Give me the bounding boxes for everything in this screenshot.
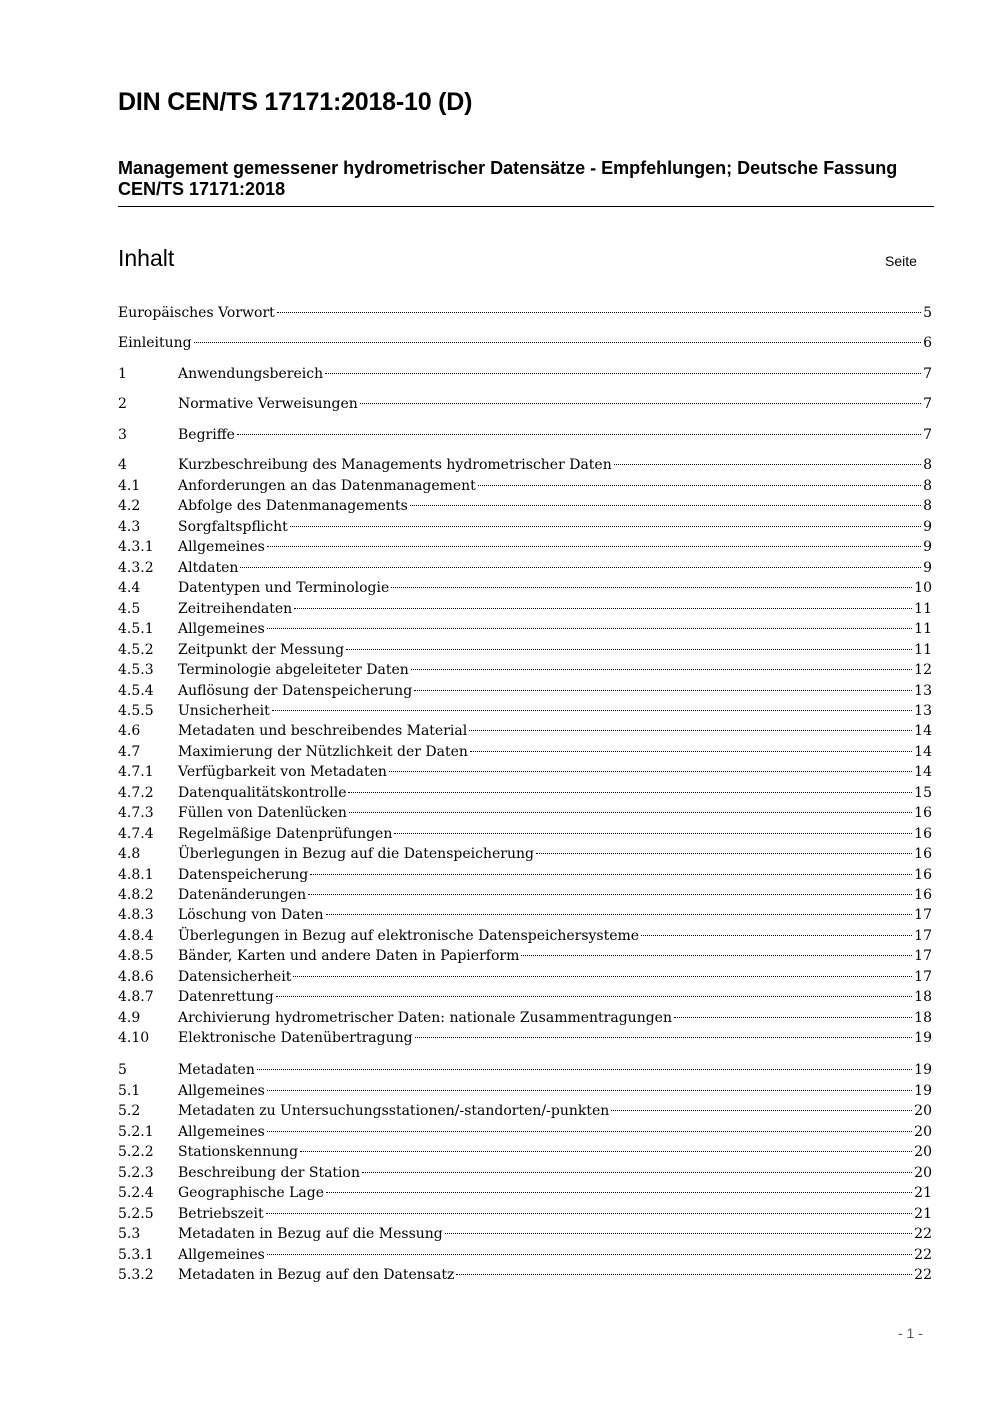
toc-entry-number: 4.7.4 <box>118 825 154 842</box>
toc-entry[interactable] <box>118 1245 932 1265</box>
toc-entry-number: 5.2 <box>118 1103 141 1119</box>
toc-dot-leader <box>267 546 921 547</box>
toc-entry-page: 16 <box>914 887 932 903</box>
toc-entry-title: Überlegungen in Bezug auf die Datenspeicherung <box>178 846 534 863</box>
toc-entry-page: 18 <box>914 1009 932 1026</box>
toc-dot-leader <box>611 1110 912 1111</box>
toc-entry[interactable] <box>118 364 932 384</box>
toc-entry[interactable] <box>118 1122 932 1142</box>
toc-dot-leader <box>469 730 912 731</box>
toc-entry-number: 4.5.2 <box>118 641 154 658</box>
toc-entry-title: Datentypen und Terminologie <box>178 580 390 597</box>
title-divider <box>118 206 934 207</box>
toc-entry-number: 4.4 <box>118 580 141 597</box>
toc-entry-title: Terminologie abgeleiteter Daten <box>178 662 409 679</box>
toc-entry-number: 4.10 <box>118 1030 150 1047</box>
toc-entry-number: 4.3.1 <box>118 539 154 556</box>
toc-entry[interactable] <box>118 1060 932 1080</box>
toc-entry-title: Allgemeines <box>178 1123 265 1140</box>
toc-dot-leader <box>674 1017 912 1018</box>
toc-entry-page: 19 <box>914 1062 932 1078</box>
toc-dot-leader <box>310 874 912 875</box>
toc-dot-leader <box>266 1213 913 1214</box>
toc-dot-leader <box>240 567 921 568</box>
toc-entry-page: 17 <box>914 907 932 924</box>
toc-entry-number: 4.5.3 <box>118 662 154 679</box>
toc-entry-page: 19 <box>914 1082 932 1099</box>
toc-entry-number: 4.8.1 <box>118 866 154 883</box>
toc-entry-number: 1 <box>118 366 127 382</box>
toc-entry-number: 4.9 <box>118 1009 141 1026</box>
document-id: DIN CEN/TS 17171:2018-10 (D) <box>118 88 473 116</box>
toc-entry-page: 11 <box>914 621 932 638</box>
toc-entry-number: 4.1 <box>118 478 141 494</box>
toc-entry-title: Abfolge des Datenmanagements <box>178 498 408 515</box>
toc-dot-leader <box>308 894 912 895</box>
toc-entry-page: 17 <box>914 927 932 944</box>
toc-entry-title: Datenqualitätskontrolle <box>178 784 347 801</box>
page-number: - 1 - <box>898 1325 923 1341</box>
toc-entry[interactable] <box>118 1101 932 1121</box>
toc-entry[interactable] <box>118 824 932 844</box>
toc-dot-leader <box>394 833 912 834</box>
toc-entry-title: Sorgfaltspflicht <box>178 518 288 535</box>
toc-entry-page: 20 <box>914 1103 932 1119</box>
toc-entry[interactable] <box>118 496 932 516</box>
toc-entry-page: 20 <box>914 1164 932 1181</box>
toc-dot-leader <box>362 1172 912 1173</box>
toc-heading: Inhalt <box>118 245 175 271</box>
toc-entry-number: 4.7.1 <box>118 764 154 781</box>
toc-entry-page: 9 <box>923 559 932 576</box>
toc-entry-page: 17 <box>914 948 932 965</box>
toc-entry-page: 16 <box>914 825 932 842</box>
toc-entry-page: 19 <box>914 1030 932 1047</box>
toc-entry-title: Metadaten <box>178 1062 255 1078</box>
toc-dot-leader <box>456 1274 912 1275</box>
toc-entry-number: 4.8.4 <box>118 927 154 944</box>
toc-entry[interactable] <box>118 537 932 557</box>
toc-dot-leader <box>536 853 912 854</box>
toc-entry-title: Betriebszeit <box>178 1205 264 1222</box>
toc-entry[interactable] <box>118 844 932 864</box>
toc-entry-title: Altdaten <box>178 559 239 576</box>
toc-entry-title: Unsicherheit <box>178 702 270 719</box>
toc-entry-number: 4.6 <box>118 723 141 740</box>
toc-entry-number: 5.2.3 <box>118 1164 154 1181</box>
toc-entry-number: 5.2.1 <box>118 1123 154 1140</box>
toc-entry-number: 4.7.2 <box>118 784 154 801</box>
toc-entry-title: Füllen von Datenlücken <box>178 805 347 822</box>
toc-dot-leader <box>293 976 912 977</box>
toc-entry-number: 4.5.4 <box>118 682 154 699</box>
toc-entry[interactable] <box>118 578 932 598</box>
toc-entry[interactable] <box>118 640 932 660</box>
toc-entry-title: Allgemeines <box>178 1082 265 1099</box>
toc-entry[interactable] <box>118 1142 932 1162</box>
toc-entry-title: Anforderungen an das Datenmanagement <box>178 478 476 494</box>
toc-entry[interactable] <box>118 803 932 823</box>
toc-entry-page: 14 <box>914 743 932 760</box>
toc-entry-number: 2 <box>118 396 127 412</box>
toc-entry-number: 5.2.5 <box>118 1205 154 1222</box>
toc-entry[interactable] <box>118 742 932 762</box>
toc-dot-leader <box>391 587 912 588</box>
document-title: Management gemessener hydrometrischer Datensätze - Empfehlungen; Deutsche Fassung CEN/TS 17171:2018 <box>118 158 898 199</box>
toc-dot-leader <box>410 505 921 506</box>
toc-entry[interactable] <box>118 762 932 782</box>
toc-entry[interactable] <box>118 455 932 475</box>
toc-entry-title: Allgemeines <box>178 621 265 638</box>
toc-entry[interactable] <box>118 946 932 966</box>
toc-entry[interactable] <box>118 783 932 803</box>
toc-entry-title: Metadaten und beschreibendes Material <box>178 723 468 740</box>
toc-entry-title: Allgemeines <box>178 539 265 556</box>
toc-entry[interactable] <box>118 701 932 721</box>
toc-dot-leader <box>267 1090 912 1091</box>
toc-entry[interactable] <box>118 1081 932 1101</box>
toc-entry-page: 9 <box>923 518 932 535</box>
toc-entry-title: Zeitreihendaten <box>178 600 293 617</box>
toc-entry-title: Bänder, Karten und andere Daten in Papierform <box>178 948 520 965</box>
toc-entry[interactable] <box>118 967 932 987</box>
toc-entry-title: Metadaten zu Untersuchungsstationen/-standorten/-punkten <box>178 1103 610 1119</box>
toc-dot-leader <box>389 771 912 772</box>
toc-entry-title: Datenrettung <box>178 989 274 1006</box>
toc-entry-page: 13 <box>914 702 932 719</box>
toc-entry-page: 13 <box>914 682 932 699</box>
toc-dot-leader <box>276 996 912 997</box>
toc-entry-number: 4.8.2 <box>118 887 154 903</box>
toc-entry-number: 4.8 <box>118 846 141 863</box>
toc-entry-title: Datenspeicherung <box>178 866 309 883</box>
toc-dot-leader <box>414 690 912 691</box>
toc-entry-title: Archivierung hydrometrischer Daten: nationale Zusammentragungen <box>178 1009 672 1026</box>
toc-entry-number: 4.7 <box>118 743 141 760</box>
toc-entry-page: 22 <box>914 1226 932 1242</box>
toc-entry-title: Maximierung der Nützlichkeit der Daten <box>178 743 468 760</box>
toc-entry-title: Datenänderungen <box>178 887 307 903</box>
toc-entry[interactable] <box>118 885 932 905</box>
toc-entry[interactable] <box>118 681 932 701</box>
toc-entry-title: Anwendungsbereich <box>178 366 324 382</box>
toc-entry-title: Elektronische Datenübertragung <box>178 1030 413 1047</box>
toc-entry-number: 4.5 <box>118 600 141 617</box>
toc-dot-leader <box>349 812 912 813</box>
toc-dot-leader <box>272 710 912 711</box>
toc-entry[interactable] <box>118 303 932 323</box>
toc-entry-title: Verfügbarkeit von Metadaten <box>178 764 387 781</box>
toc-dot-leader <box>277 312 921 313</box>
toc-entry-title: Begriffe <box>178 427 235 443</box>
toc-entry[interactable] <box>118 333 932 353</box>
toc-entry-title: Zeitpunkt der Messung <box>178 641 345 658</box>
toc-entry[interactable] <box>118 394 932 414</box>
toc-entry-number: 5.2.2 <box>118 1144 154 1160</box>
toc-entry-number: 5.2.4 <box>118 1185 154 1201</box>
toc-entry[interactable] <box>118 1204 932 1224</box>
toc-entry[interactable] <box>118 619 932 639</box>
toc-entry-number: 4.2 <box>118 498 141 515</box>
toc-entry[interactable] <box>118 987 932 1007</box>
toc-entry[interactable] <box>118 905 932 925</box>
toc-dot-leader <box>445 1233 912 1234</box>
toc-entry-page: 22 <box>914 1246 932 1263</box>
toc-entry-number: 4.8.7 <box>118 989 154 1006</box>
toc-entry-page: 18 <box>914 989 932 1006</box>
toc-entry-number: 5.3 <box>118 1226 141 1242</box>
toc-entry-page: 7 <box>923 396 932 412</box>
toc-dot-leader <box>348 792 912 793</box>
toc-entry-page: 10 <box>914 580 932 597</box>
toc-entry-page: 20 <box>914 1123 932 1140</box>
toc-entry-title: Einleitung <box>118 335 192 351</box>
toc-entry-page: 11 <box>914 600 932 617</box>
toc-dot-leader <box>267 1131 912 1132</box>
toc-dot-leader <box>257 1069 912 1070</box>
toc-entry-number: 4.7.3 <box>118 805 154 822</box>
toc-entry-title: Metadaten in Bezug auf den Datensatz <box>178 1267 455 1283</box>
toc-entry-page: 5 <box>923 305 932 321</box>
toc-entry-page: 22 <box>914 1267 932 1283</box>
toc-entry[interactable] <box>118 926 932 946</box>
toc-entry-page: 20 <box>914 1144 932 1160</box>
toc-entry-page: 7 <box>923 366 932 382</box>
toc-dot-leader <box>267 1254 912 1255</box>
toc-entry-page: 7 <box>923 427 932 443</box>
toc-entry[interactable] <box>118 1008 932 1028</box>
toc-entry-page: 8 <box>923 498 932 515</box>
toc-entry-page: 21 <box>914 1205 932 1222</box>
toc-entry-title: Europäisches Vorwort <box>118 305 275 321</box>
toc-entry-number: 4.3.2 <box>118 559 154 576</box>
toc-entry-page: 8 <box>923 478 932 494</box>
toc-dot-leader <box>267 628 912 629</box>
toc-entry-page: 11 <box>914 641 932 658</box>
toc-dot-leader <box>415 1037 913 1038</box>
toc-entry-page: 16 <box>914 866 932 883</box>
toc-entry-number: 4 <box>118 457 127 473</box>
toc-entry-title: Regelmäßige Datenprüfungen <box>178 825 393 842</box>
toc-dot-leader <box>326 914 913 915</box>
toc-entry-page: 14 <box>914 764 932 781</box>
toc-entry-title: Datensicherheit <box>178 968 292 985</box>
toc-dot-leader <box>237 434 921 435</box>
toc-entry[interactable] <box>118 425 932 445</box>
toc-entry-title: Auflösung der Datenspeicherung <box>178 682 413 699</box>
toc-entry[interactable] <box>118 476 932 496</box>
toc-entry-number: 5 <box>118 1062 127 1078</box>
toc-entry-number: 5.1 <box>118 1082 141 1099</box>
toc-dot-leader <box>360 403 921 404</box>
toc-entry[interactable] <box>118 865 932 885</box>
toc-dot-leader <box>614 464 921 465</box>
toc-entry-number: 3 <box>118 427 127 443</box>
toc-entry[interactable] <box>118 558 932 578</box>
toc-entry-number: 5.3.2 <box>118 1267 154 1283</box>
toc-entry[interactable] <box>118 721 932 741</box>
toc-entry-title: Stationskennung <box>178 1144 299 1160</box>
toc-dot-leader <box>411 669 912 670</box>
toc-entry-number: 4.5.1 <box>118 621 154 638</box>
toc-entry[interactable] <box>118 1265 932 1285</box>
toc-page-column-label: Seite <box>885 253 917 269</box>
toc-entry-number: 4.3 <box>118 518 141 535</box>
toc-entry[interactable] <box>118 660 932 680</box>
toc-dot-leader <box>326 1192 912 1193</box>
toc-entry-title: Überlegungen in Bezug auf elektronische Datenspeichersysteme <box>178 927 640 944</box>
toc-entry[interactable] <box>118 1224 932 1244</box>
toc-entry[interactable] <box>118 517 932 537</box>
toc-dot-leader <box>470 751 912 752</box>
toc-entry-page: 14 <box>914 723 932 740</box>
toc-entry[interactable] <box>118 599 932 619</box>
toc-entry-title: Kurzbeschreibung des Managements hydrometrischer Daten <box>178 457 612 473</box>
toc-entry-title: Beschreibung der Station <box>178 1164 360 1181</box>
toc-entry-page: 15 <box>914 784 932 801</box>
toc-entry-title: Allgemeines <box>178 1246 265 1263</box>
toc-dot-leader <box>300 1151 912 1152</box>
toc-entry-page: 16 <box>914 805 932 822</box>
toc-entry-page: 6 <box>923 335 932 351</box>
toc-entry-page: 8 <box>923 457 932 473</box>
toc-entry-number: 4.8.5 <box>118 948 154 965</box>
toc-dot-leader <box>325 373 921 374</box>
toc-entry-page: 12 <box>914 662 932 679</box>
toc-entry-page: 9 <box>923 539 932 556</box>
toc-dot-leader <box>641 935 912 936</box>
toc-entry[interactable] <box>118 1183 932 1203</box>
toc-entry[interactable] <box>118 1028 932 1048</box>
toc-dot-leader <box>346 649 912 650</box>
toc-entry-number: 4.8.6 <box>118 968 154 985</box>
toc-dot-leader <box>294 608 912 609</box>
toc-entry-number: 5.3.1 <box>118 1246 154 1263</box>
toc-entry-number: 4.5.5 <box>118 702 154 719</box>
toc-dot-leader <box>521 955 912 956</box>
toc-entry-title: Normative Verweisungen <box>178 396 358 412</box>
toc-entry-page: 17 <box>914 968 932 985</box>
toc-dot-leader <box>478 485 921 486</box>
toc-entry[interactable] <box>118 1163 932 1183</box>
toc-dot-leader <box>290 526 921 527</box>
toc-entry-title: Löschung von Daten <box>178 907 324 924</box>
toc-entry-number: 4.8.3 <box>118 907 154 924</box>
toc-entry-page: 16 <box>914 846 932 863</box>
toc-dot-leader <box>194 342 922 343</box>
toc-entry-page: 21 <box>914 1185 932 1201</box>
toc-entry-title: Geographische Lage <box>178 1185 325 1201</box>
toc-entry-title: Metadaten in Bezug auf die Messung <box>178 1226 443 1242</box>
